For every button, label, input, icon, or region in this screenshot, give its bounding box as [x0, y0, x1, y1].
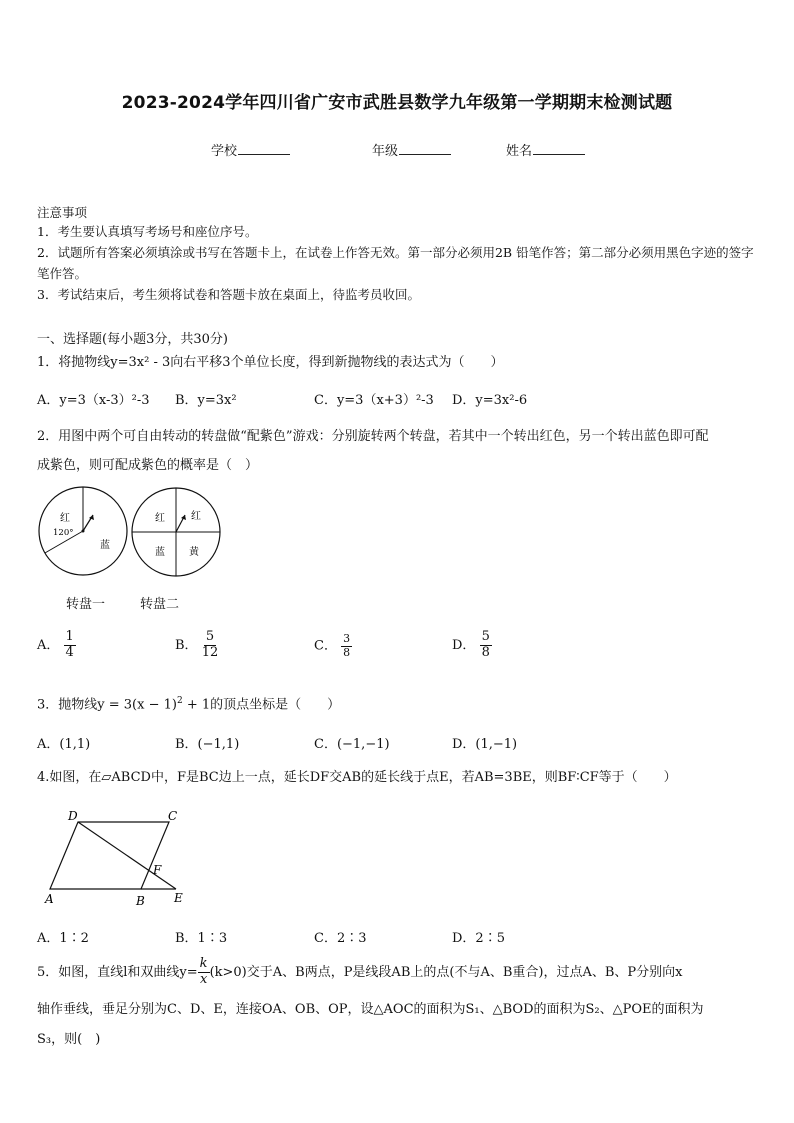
q4-option-c[interactable]: C．2∶3 [314, 931, 367, 946]
question-5-line1 [37, 957, 759, 988]
q3-option-d[interactable]: D．(1,−1) [452, 737, 518, 752]
question-1-stem: 1．将抛物线y=3x² - 3向右平移3个单位长度，得到新抛物线的表达式为（ ） [37, 355, 504, 370]
grade-blank[interactable] [399, 142, 451, 155]
q5-line1-pre: 5．如图，直线l和双曲线y= [37, 964, 198, 980]
section-heading: 一、选择题(每小题3分，共30分) [37, 332, 228, 347]
spinner-one-angle-label: 120° [53, 528, 74, 538]
q1-option-a[interactable]: A．y=3（x-3）²-3 [37, 393, 150, 408]
q4-option-d[interactable]: D．2∶5 [452, 931, 505, 946]
question-3-stem [37, 686, 759, 720]
q2-option-c-fraction [341, 633, 352, 659]
school-label: 学校 [211, 144, 238, 159]
q2-option-a-den: 4 [65, 644, 74, 660]
school-field[interactable] [211, 140, 290, 159]
point-f-label: F [153, 863, 162, 877]
q2-option-b-num: 5 [205, 629, 215, 644]
note-item: 1．考生要认真填写考场号和座位序号。 [37, 224, 258, 239]
spinner-one [39, 487, 127, 575]
name-blank[interactable] [533, 142, 585, 155]
grade-label: 年级 [372, 144, 399, 159]
q2-option-a-num: 1 [65, 629, 74, 644]
q2-option-c[interactable] [314, 633, 352, 659]
spinner-two-red-label-2: 红 [191, 511, 201, 522]
point-e-label: E [174, 891, 183, 905]
q2-option-d-fraction [480, 630, 492, 661]
question-2-stem-line2: 成紫色，则可配成紫色的概率是（ ） [37, 458, 259, 473]
q3-exponent: 2 [176, 696, 183, 706]
page-title: 2023-2024学年四川省广安市武胜县数学九年级第一学期期末检测试题 [121, 93, 673, 113]
q2-option-d-num: 5 [481, 629, 490, 644]
q5-frac-num: k [199, 956, 208, 971]
q2-option-d-den: 8 [481, 644, 490, 660]
grade-field[interactable] [372, 140, 451, 159]
q2-option-d[interactable] [452, 630, 492, 661]
spinner-one-red-label: 红 [60, 513, 70, 524]
point-a-label: A [45, 892, 54, 906]
name-label: 姓名 [506, 144, 533, 159]
note-item: 3．考试结束后，考生须将试卷和答题卡放在桌面上，待监考员收回。 [37, 287, 420, 302]
school-blank[interactable] [238, 142, 290, 155]
name-field[interactable] [506, 140, 585, 159]
spinner-two-yellow-label: 黄 [189, 547, 199, 558]
spinner-two [132, 488, 220, 576]
spinner-two-blue-label: 蓝 [155, 547, 165, 558]
q2-option-b[interactable] [175, 630, 218, 661]
q2-option-c-label: C． [314, 638, 337, 654]
q3-option-b[interactable]: B．(−1,1) [175, 737, 240, 752]
parallelogram-figure [38, 808, 208, 913]
notes-heading: 注意事项 [37, 205, 88, 220]
q2-option-c-num: 3 [343, 632, 351, 645]
q5-fraction [198, 957, 210, 988]
q5-line1-post: (k>0)交于A、B两点，P是线段AB上的点(不与A、B重合)，过点A、B、P分别向x [209, 964, 683, 980]
q3-stem-pre: 3．抛物线y = 3(x − 1) [37, 697, 177, 713]
q1-option-b[interactable]: B．y=3x² [175, 393, 237, 408]
q2-option-c-den: 8 [343, 645, 351, 659]
question-5-line2: 轴作垂线，垂足分别为C、D、E，连接OA、OB、OP，设△AOC的面积为S₁、△BOD的面积为S₂、△POE的面积为 [37, 1002, 704, 1017]
q2-option-a-label: A． [37, 637, 60, 653]
q1-option-d[interactable]: D．y=3x²-6 [452, 393, 528, 408]
spinner-one-blue-label: 蓝 [100, 540, 110, 551]
q2-option-d-label: D． [452, 637, 476, 653]
spinner-figures [38, 485, 228, 585]
q5-frac-den: x [199, 971, 208, 987]
q3-stem-post: + 1的顶点坐标是（ ） [182, 697, 341, 713]
point-b-label: B [136, 894, 145, 908]
q2-option-a-fraction [64, 630, 76, 661]
q2-option-b-label: B． [175, 637, 198, 653]
q3-option-c[interactable]: C．(−1,−1) [314, 737, 390, 752]
spinner-one-caption: 转盘一 [66, 597, 106, 612]
note-item: 2．试题所有答案必须填涂或书写在答题卡上，在试卷上作答无效。第一部分必须用2B 铅笔作答；第二部分必须用黑色字迹的签字笔作答。 [37, 245, 754, 281]
spinner-two-caption: 转盘二 [140, 597, 180, 612]
q1-option-c[interactable]: C．y=3（x+3）²-3 [314, 393, 434, 408]
q3-option-a[interactable]: A．(1,1) [37, 737, 91, 752]
q2-option-a[interactable] [37, 630, 76, 661]
point-c-label: C [168, 809, 178, 823]
point-d-label: D [68, 809, 78, 823]
q4-option-b[interactable]: B．1∶3 [175, 931, 228, 946]
spinner-two-red-label-1: 红 [155, 513, 165, 524]
q2-option-b-fraction [202, 630, 219, 661]
q2-option-b-den: 12 [201, 644, 219, 660]
question-5-line3: S₃，则( ) [37, 1032, 101, 1047]
q4-option-a[interactable]: A．1∶2 [37, 931, 89, 946]
question-4-stem: 4.如图，在▱ABCD中，F是BC边上一点，延长DF交AB的延长线于点E，若AB=3BE，则BF∶CF等于（ ） [37, 770, 677, 785]
question-2-stem-line1: 2．用图中两个可自由转动的转盘做“配紫色”游戏：分别旋转两个转盘，若其中一个转出红色，另一个转出蓝色即可配 [37, 429, 709, 444]
